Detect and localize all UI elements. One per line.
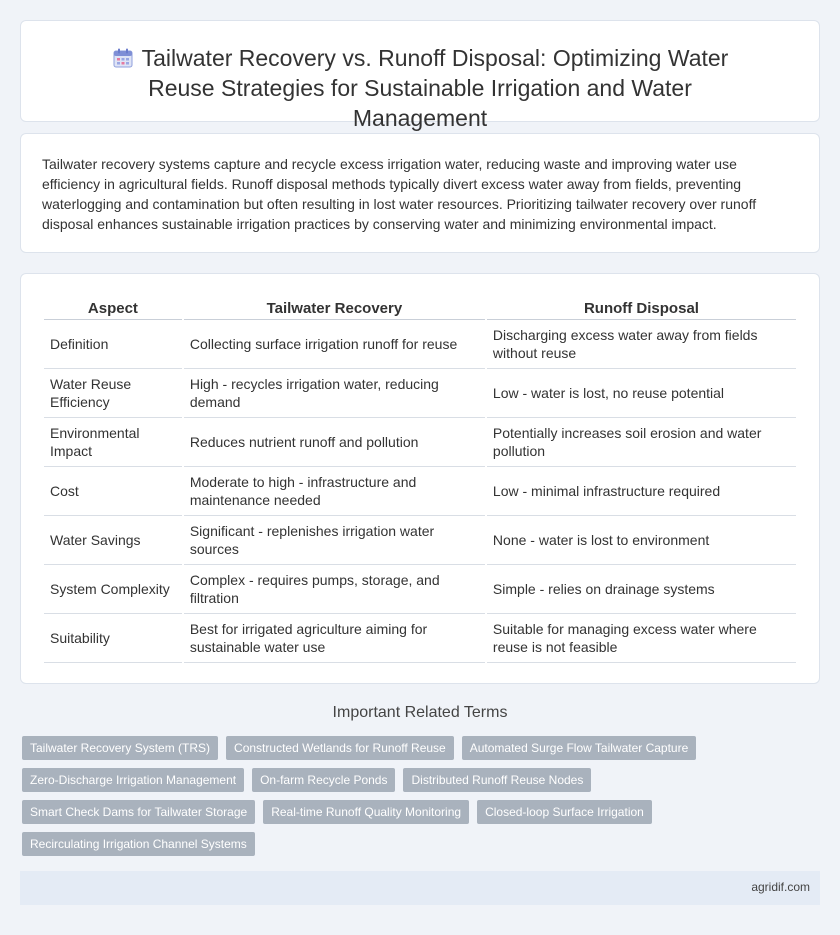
table-cell-tailwater: Significant - replenishes irrigation water sources	[184, 516, 485, 565]
table-row	[44, 418, 796, 467]
related-term-tag[interactable]: Tailwater Recovery System (TRS)	[22, 736, 218, 760]
related-term-tag[interactable]: Constructed Wetlands for Runoff Reuse	[226, 736, 454, 760]
table-cell-runoff: None - water is lost to environment	[487, 516, 796, 565]
table-cell-aspect: Water Reuse Efficiency	[44, 369, 182, 418]
table-cell-runoff: Low - minimal infrastructure required	[487, 467, 796, 516]
related-term-tag[interactable]: Recirculating Irrigation Channel Systems	[22, 832, 255, 856]
related-term-tag[interactable]: Automated Surge Flow Tailwater Capture	[462, 736, 697, 760]
comparison-card	[20, 273, 820, 684]
related-terms-list	[22, 736, 722, 856]
page-title: Tailwater Recovery vs. Runoff Disposal: Optimizing Water Reuse Strategies for Sustainable Irrigation and Water Management	[141, 45, 729, 131]
table-cell-tailwater: Moderate to high - infrastructure and maintenance needed	[184, 467, 485, 516]
table-cell-aspect: Cost	[44, 467, 182, 516]
table-cell-aspect: Environmental Impact	[44, 418, 182, 467]
page-title-wrap	[21, 43, 819, 133]
column-header-runoff: Runoff Disposal	[487, 292, 796, 320]
related-term-tag[interactable]: Smart Check Dams for Tailwater Storage	[22, 800, 255, 824]
summary-card	[20, 133, 820, 253]
table-cell-tailwater: Collecting surface irrigation runoff for reuse	[184, 320, 485, 369]
table-row	[44, 614, 796, 663]
table-cell-runoff: Simple - relies on drainage systems	[487, 565, 796, 614]
title-card	[20, 20, 820, 131]
summary-text: Tailwater recovery systems capture and recycle excess irrigation water, reducing waste and improving water use efficiency in agricultural fields. Runoff disposal methods typically divert excess water away from fields, preventing waterlogging and contamination but often resulting in lost water resources. Prioritizing tailwater recovery over runoff disposal enhances sustainable irrigation practices by conserving water and minimizing environmental impact.	[42, 156, 757, 232]
calendar-icon	[112, 46, 134, 68]
table-cell-runoff: Suitable for managing excess water where reuse is not feasible	[487, 614, 796, 663]
related-term-tag[interactable]: Closed-loop Surface Irrigation	[477, 800, 652, 824]
related-term-tag[interactable]: Real-time Runoff Quality Monitoring	[263, 800, 469, 824]
related-term-tag[interactable]: Distributed Runoff Reuse Nodes	[403, 768, 591, 792]
column-header-tailwater: Tailwater Recovery	[184, 292, 485, 320]
table-cell-tailwater: Best for irrigated agriculture aiming for sustainable water use	[184, 614, 485, 663]
table-cell-aspect: System Complexity	[44, 565, 182, 614]
table-cell-tailwater: Reduces nutrient runoff and pollution	[184, 418, 485, 467]
table-cell-runoff: Discharging excess water away from fields without reuse	[487, 320, 796, 369]
related-term-tag[interactable]: Zero-Discharge Irrigation Management	[22, 768, 244, 792]
table-row	[44, 467, 796, 516]
table-row	[44, 320, 796, 369]
footer	[20, 871, 820, 905]
table-row	[44, 369, 796, 418]
table-cell-tailwater: Complex - requires pumps, storage, and filtration	[184, 565, 485, 614]
table-cell-aspect: Water Savings	[44, 516, 182, 565]
column-header-aspect: Aspect	[44, 292, 182, 320]
footer-site-link[interactable]: agridif.com	[751, 880, 810, 894]
table-row	[44, 516, 796, 565]
related-term-tag[interactable]: On-farm Recycle Ponds	[252, 768, 395, 792]
table-cell-aspect: Definition	[44, 320, 182, 369]
related-terms-heading: Important Related Terms	[332, 704, 508, 721]
table-header-row	[44, 292, 796, 320]
table-row	[44, 565, 796, 614]
table-cell-aspect: Suitability	[44, 614, 182, 663]
comparison-table	[42, 292, 798, 663]
table-cell-tailwater: High - recycles irrigation water, reducing demand	[184, 369, 485, 418]
table-cell-runoff: Potentially increases soil erosion and water pollution	[487, 418, 796, 467]
table-cell-runoff: Low - water is lost, no reuse potential	[487, 369, 796, 418]
